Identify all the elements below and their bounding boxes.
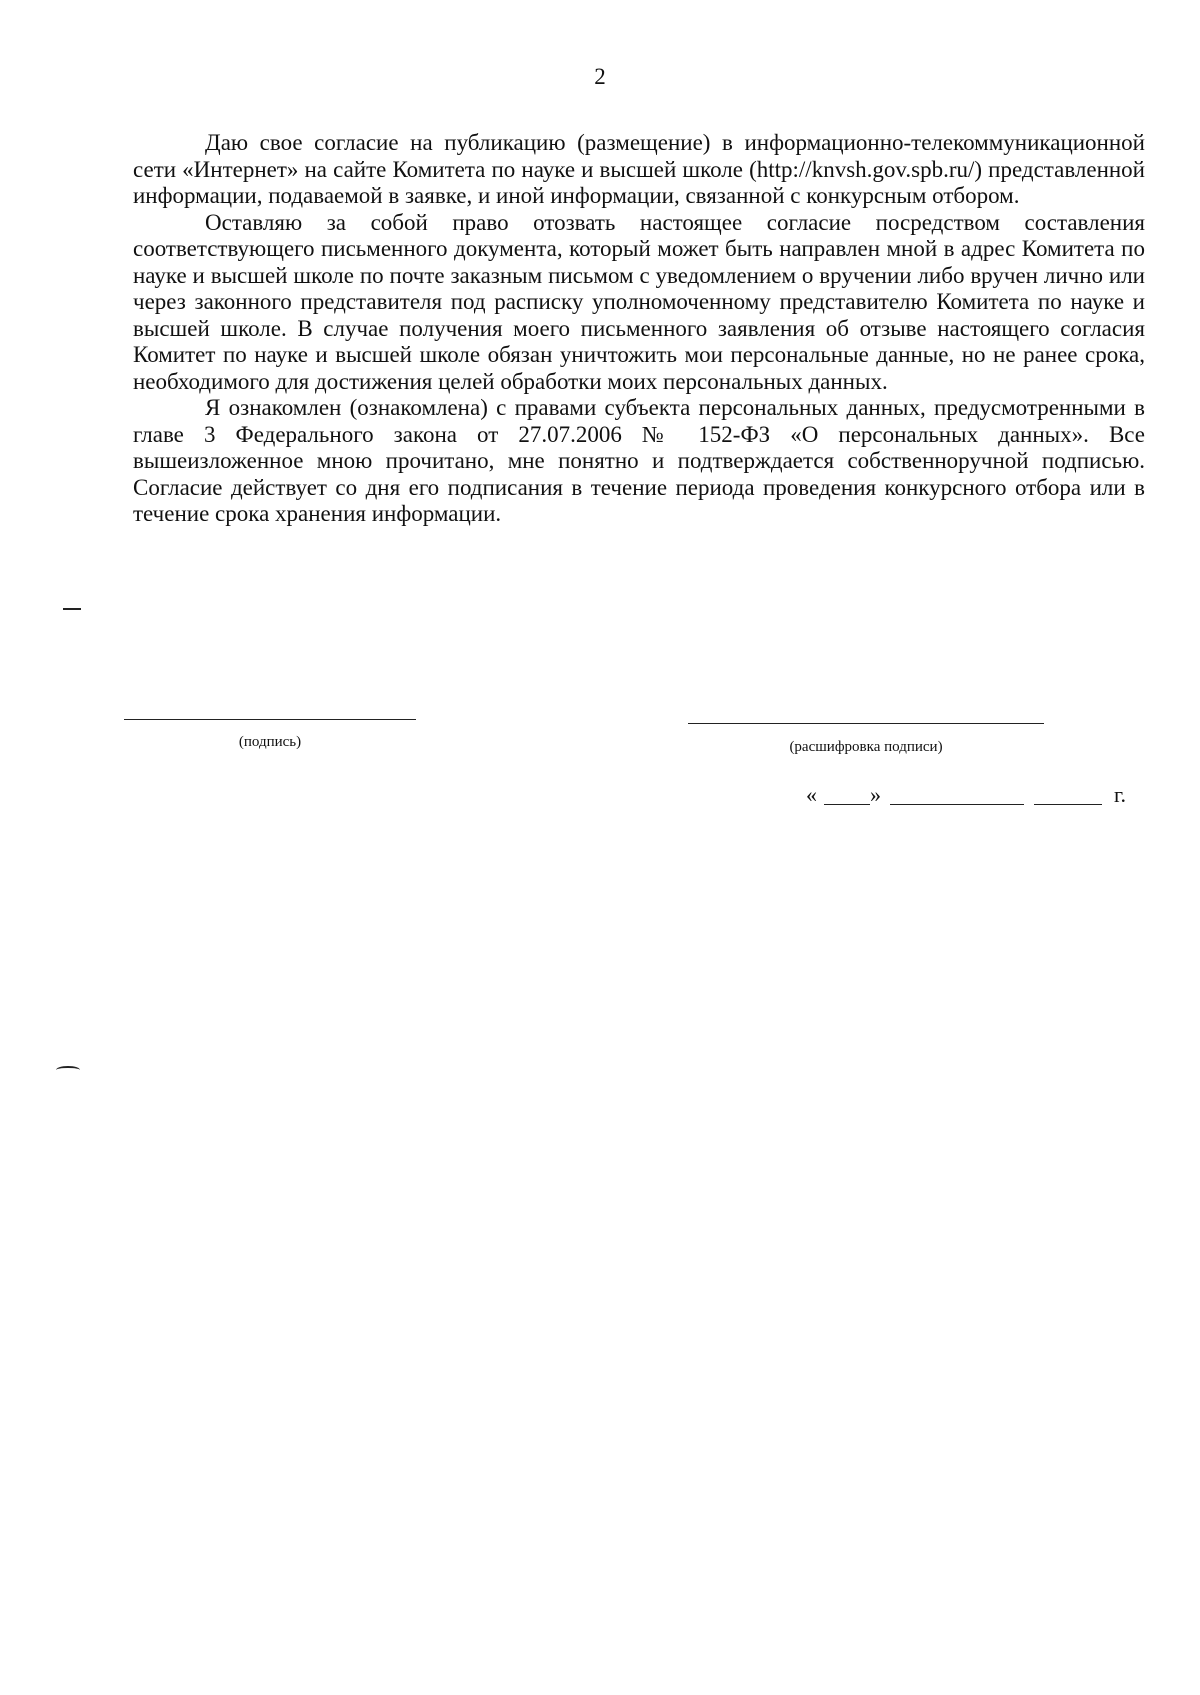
date-day-blank xyxy=(824,804,870,805)
date-year-suffix: г. xyxy=(1114,782,1127,807)
paragraph-publication-consent: Даю свое согласие на публикацию (размещение) в информационно-телекоммуникационной сети «Интернет» на сайте Комитета по науке и высшей школе (http://knvsh.gov.spb.ru/) представленной информации, подаваемой в заявке, и иной информации, связанной с конкурсным отбором. xyxy=(133,130,1145,208)
signature-caption: (подпись) xyxy=(238,734,302,750)
paragraph-acknowledgement: Я ознакомлен (ознакомлена) с правами субъекта персональных данных, предусмотренными в главе 3 Федерального закона от 27.07.2006 № 152-ФЗ «О персональных данных». Все вышеизложенное мною прочитано, мне понятно и подтверждается собственноручной подписью. Согласие действует со дня его подписания в течение периода проведения конкурсного отбора или в течение срока хранения информации. xyxy=(133,395,1145,526)
margin-mark xyxy=(56,1066,80,1074)
margin-mark xyxy=(63,608,81,610)
date-year-blank xyxy=(1034,804,1102,805)
date-month-blank xyxy=(890,804,1024,805)
consent-text xyxy=(133,130,1145,528)
date-line xyxy=(806,782,1136,810)
signature-transcript-line xyxy=(688,723,1044,724)
signature-line xyxy=(124,719,416,720)
date-open-quote: « xyxy=(806,782,817,807)
paragraph-withdrawal-right: Оставляю за собой право отозвать настоящее согласие посредством составления соответствующего письменного документа, который может быть направлен мной в адрес Комитета по науке и высшей школе по почте заказным письмом с уведомлением о вручении либо вручен лично или через законного представителя под расписку уполномоченному представителю Комитета по науке и высшей школе. В случае получения моего письменного заявления об отзыве настоящего согласия Комитет по науке и высшей школе обязан уничтожить мои персональные данные, но не ранее срока, необходимого для достижения целей обработки моих персональных данных. xyxy=(133,209,1145,394)
date-close-quote: » xyxy=(870,782,881,807)
page-number: 2 xyxy=(594,64,606,89)
signature-transcript-caption: (расшифровка подписи) xyxy=(789,739,943,755)
